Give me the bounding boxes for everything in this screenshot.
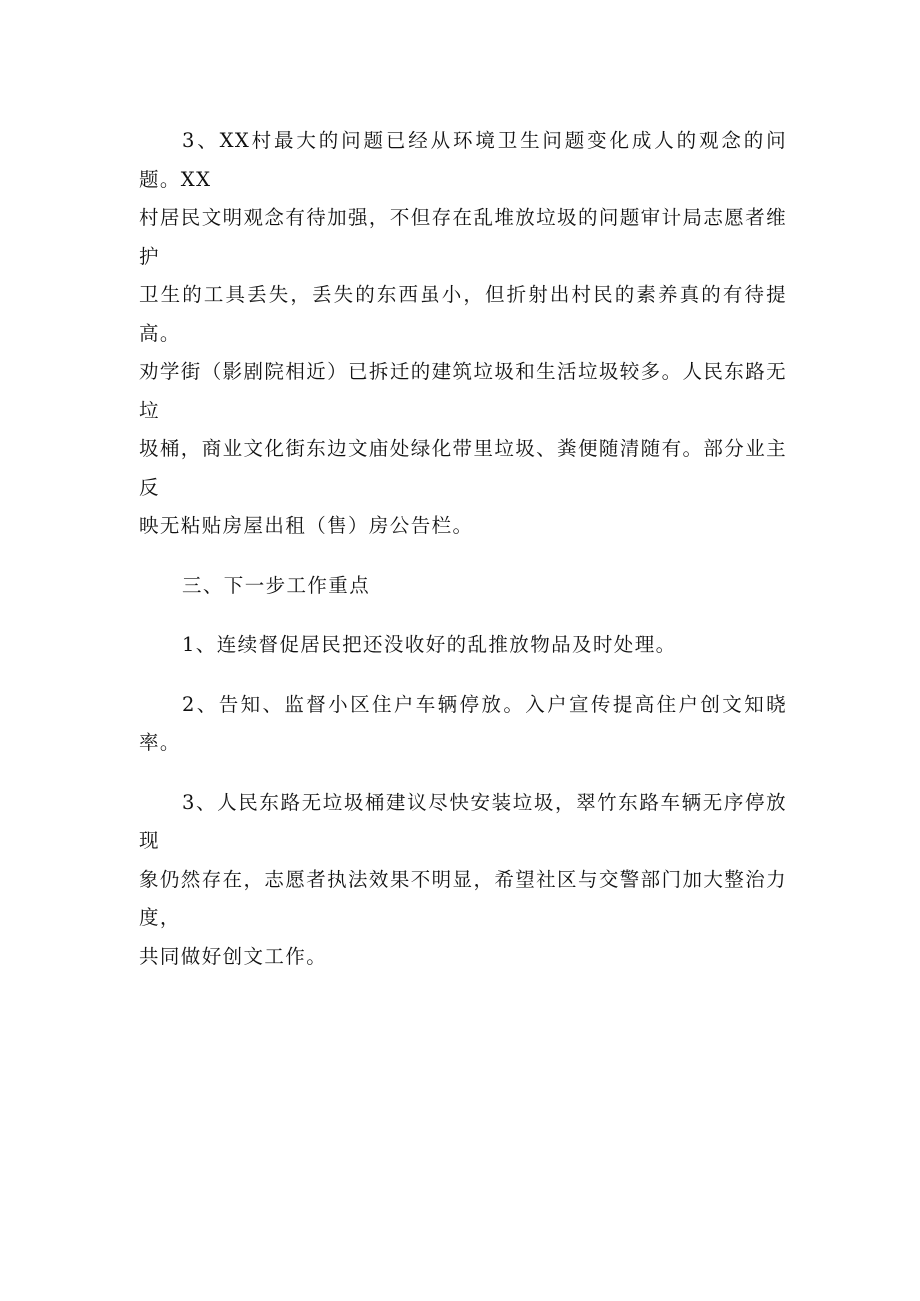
text-line: 3、XX村最大的问题已经从环境卫生问题变化成人的观念的问题。XX: [139, 129, 787, 191]
paragraph-next-3: [139, 784, 787, 977]
text-line: 共同做好创文工作。: [139, 944, 328, 968]
document-body: [139, 122, 787, 976]
paragraph-next-1: [139, 626, 787, 665]
text-line: 1、连续督促居民把还没收好的乱推放物品及时处理。: [182, 633, 677, 656]
text-line: 村居民文明观念有待加强，不但存在乱堆放垃圾的问题审计局志愿者维护: [139, 206, 787, 268]
section-heading-next-steps: [139, 567, 787, 606]
text-line: 象仍然存在，志愿者执法效果不明显，希望社区与交警部门加大整治力度，: [139, 867, 787, 929]
paragraph-next-2: [139, 686, 787, 763]
paragraph-issue-3: [139, 122, 787, 546]
heading-text: 三、下一步工作重点: [182, 573, 371, 597]
text-line: 3、人民东路无垃圾桶建议尽快安装垃圾，翠竹东路车辆无序停放现: [139, 790, 787, 852]
text-line: 2、告知、监督小区住户车辆停放。入户宣传提高住户创文知晓率。: [139, 692, 787, 754]
text-line: 卫生的工具丢失，丢失的东西虽小，但折射出村民的素养真的有待提高。: [139, 283, 787, 345]
text-line: 映无粘贴房屋出租（售）房公告栏。: [139, 514, 474, 537]
text-line: 圾桶，商业文化街东边文庙处绿化带里垃圾、粪便随清随有。部分业主反: [139, 437, 787, 499]
text-line: 劝学街（影剧院相近）已拆迁的建筑垃圾和生活垃圾较多。人民东路无垃: [139, 360, 787, 422]
